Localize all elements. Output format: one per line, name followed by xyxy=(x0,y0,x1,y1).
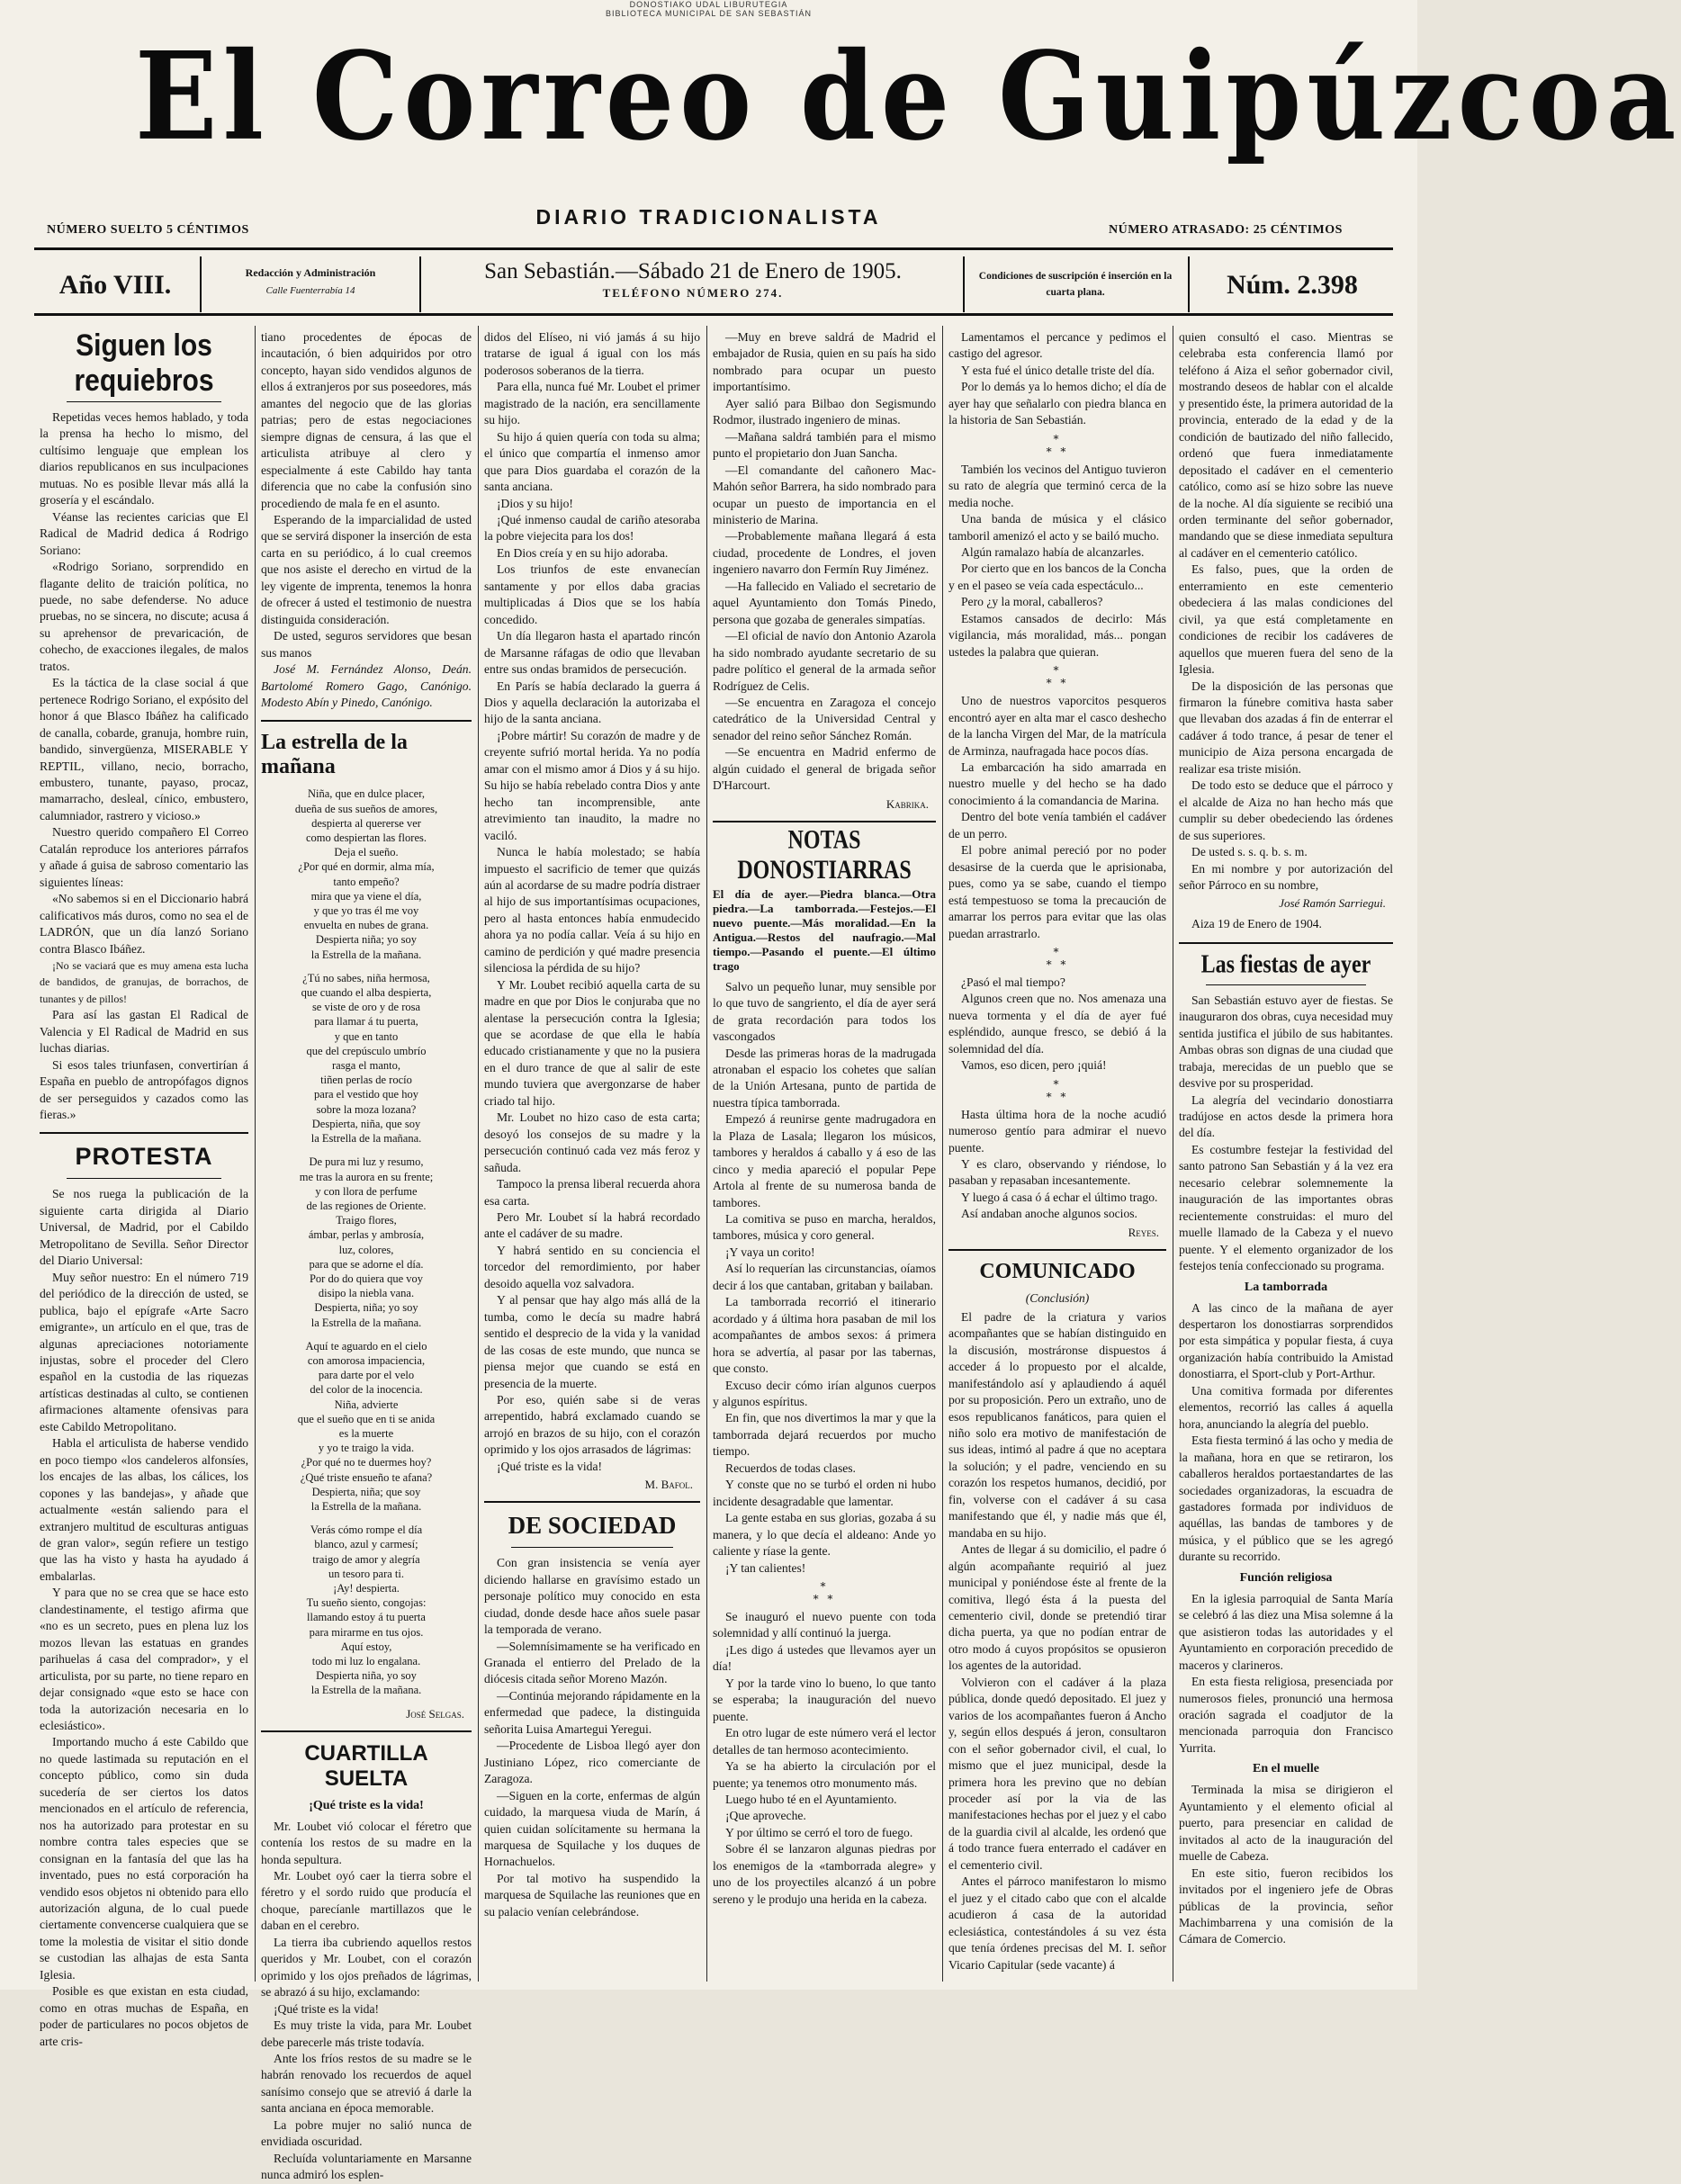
header-rule-top xyxy=(34,247,1393,250)
section-ornament: * * * xyxy=(1046,664,1069,690)
paragraph: Antes de llegar á su domicilio, el padre ó algún acompañante requirió al juez municipal y poniéndose éste al frente de la comitiva, llegó ésta á la puesta del cementerio civil, donde se pretendió tirar dicha puerta, ya que no podían entrar de otro modo á cuyos propósitos se opusieron los agentes de la autoridad. xyxy=(948,1542,1166,1673)
redaccion-label: Redacción y Administración xyxy=(245,266,376,279)
paragraph: Su hijo á quien quería con toda su alma; el único que compartía el inmenso amor que para Dios guardaba el corazón de la santa anciana. xyxy=(484,429,700,494)
paragraph: Posible es que existan en esta ciudad, como en otras muchas de España, en poder de particulares no pocos objetos de arte cris- xyxy=(40,1984,248,2048)
poem-stanza: Niña, que en dulce placer, dueña de sus sueños de amores, despierta al quererse ver como despiertan las flores. Deja el sueño. ¿Por qué en dormir, alma mía, tanto empeño? mira que ya viene el día, y que yo tras él me voy envuelta en nubes de grana. Despierta niña; yo soy la Estrella de la mañana. xyxy=(294,787,438,961)
paragraph: —El oficial de navío don Antonio Azarola ha sido nombrado ayudante secretario de su padre político el general de la armada señor Rodríguez de Celis. xyxy=(713,629,936,693)
paragraph: Por eso, quién sabe si de veras arrepentido, habrá exclamado cuando se arrojó en brazos de su hijo, con el corazón oprimido y los ojos arrasados de lágrimas: xyxy=(484,1393,700,1457)
paragraph: Una comitiva formada por diferentes elementos, recorrió las calles á aquella hora, anunciando la alegría del pueblo. xyxy=(1179,1383,1393,1431)
paragraph: Para así las gastan El Radical de Valencia y El Radical de Madrid en sus luchas diarias. xyxy=(40,1008,248,1056)
paragraph: Por lo demás ya lo hemos dicho; el día de ayer hay que señalarlo con piedra blanca en la historia de San Sebastián. xyxy=(948,380,1166,427)
paragraph: También los vecinos del Antiguo tuvieron su rato de alegría que terminó cerca de la media noche. xyxy=(948,462,1166,509)
paragraph: Es muy triste la vida, para Mr. Loubet debe parecerle más triste todavía. xyxy=(261,2018,472,2049)
paragraph: Ya se ha abierto la circulación por el puente; ya tenemos otro monumento más. xyxy=(713,1759,936,1790)
article-heading: NOTAS DONOSTIARRAS xyxy=(737,824,912,885)
paragraph: En mi nombre y por autorización del señor Párroco en su nombre, xyxy=(1179,861,1393,892)
paragraph: Nunca le había molestado; se había impuesto el sacrificio de temer que quizás aún al acordarse de su madre podría distraer al hijo de sus importantísimas ocupaciones, pero al hasta entonces había enmudecido ahora ya no podía callar. Veía á su hijo en camino de perdición y qué madre presencia silenciosa la pérdida de su hijo? xyxy=(484,845,700,975)
paragraph: Pero ¿y la moral, caballeros? xyxy=(961,595,1103,609)
paragraph: Para ella, nunca fué Mr. Loubet el primer magistrado de la nación, era sencillamente su hijo. xyxy=(484,380,700,427)
issue-number: Núm. 2.398 xyxy=(1227,270,1358,300)
paragraph: Y para que no se crea que se hace esto clandestinamente, el testigo afirma que «no es un secreto, pues en plena luz los mozos llevan las estatuas en grandes parihuelas á casa del comprador», y el articulista, por su parte, no tiene reparo en dejar consignado «que esto se hace con toda la autorización necesaria en lo eclesiástico». xyxy=(40,1586,248,1732)
paragraph: ¡Que aproveche. xyxy=(725,1809,806,1823)
paragraph: ¡Pobre mártir! Su corazón de madre y de creyente sufrió mortal herida. Ya no podía amar con el mismo amor á Dios y á su hijo. Su hijo se había rebelado contra Dios y ante hecho tan incomprensible, ante atrevimiento tan inaudito, la madre no vaciló. xyxy=(484,728,700,842)
rule xyxy=(511,1547,673,1548)
article-subheading: (Conclusión) xyxy=(1025,1290,1090,1305)
telephone: TELÉFONO NÚMERO 274. xyxy=(602,286,784,300)
header-divider xyxy=(200,256,202,312)
paragraph: Es falso, pues, que la orden de enterramiento en este cementerio obedeciera á las malas condiciones del civil, ya que está completamente en condiciones de recibir los cadáveres de aquellos que mueren fuera del seno de la Iglesia. xyxy=(1179,562,1393,677)
paragraph: Tampoco la prensa liberal recuerda ahora esa carta. xyxy=(484,1177,700,1208)
paragraph: ¡Y tan calientes! xyxy=(725,1560,806,1575)
paragraph: Ayer salió para Bilbao don Segismundo Rodmor, ilustrado ingeniero de minas. xyxy=(713,396,936,427)
paragraph: En este sitio, fueron recibidos los invitados por el ingeniero jefe de Obras públicas de la provincia, señor Machimbarrena y una comisión de la Cámara de Comercio. xyxy=(1179,1865,1393,1946)
paragraph: La embarcación ha sido amarrada en nuestro muelle y del hecho se ha dado conocimiento á la comandancia de Marina. xyxy=(948,759,1166,807)
paragraph: ¡Les digo á ustedes que llevamos ayer un día! xyxy=(713,1642,936,1674)
paragraph: Habla el articulista de haberse vendido en poco tiempo «los candeleros alfonsíes, los encajes de las albas, los cálices, los copones y las bandejas», y añade que actualmente «están saliendo para el extranjero multitud de esculturas antiguas de gran valor», según refiere un testigo que las ha visto y hasta ha ayudado á embalarlas. xyxy=(40,1436,248,1583)
paragraph: Véanse las recientes caricias que El Radical de Madrid dedica á Rodrigo Soriano: xyxy=(40,509,248,557)
article-heading: COMUNICADO xyxy=(979,1259,1136,1283)
paragraph: —Se encuentra en Zaragoza el concejo catedrático de la Universidad Central y senador del reino señor Sánchez Román. xyxy=(713,695,936,742)
paragraph: Así andaban anoche algunos socios. xyxy=(961,1207,1137,1221)
poem-stanza: Aquí te aguardo en el cielo con amorosa impaciencia, para darte por el velo del color de la inocencia. Niña, advierte que el sueño que en ti se anida es la muerte y yo te traigo la vida. ¿Por qué no te duermes hoy? ¿Qué triste ensueño te afana? Despierta, niña; que soy la Estrella de la mañana. xyxy=(297,1339,436,1513)
paragraph: Y luego á casa ó á echar el último trago. xyxy=(961,1190,1158,1204)
column-5 xyxy=(948,329,1166,1981)
paragraph: Volvieron con el cadáver á la plaza pública, donde quedó depositado. El juez y varios de los acompañantes fueron á Ancho y, según ellos después á jeron, consultaron con el señor gobernador civil, el cual, lo mismo que el juez municipal, desde la primera hora les previno que no debían proceder así por la via de las manifestaciones hechas por el juez y el cabo de la guardia civil al alcalde, les ordenó que á todo trance fuera enterrado el cadáver en el cementerio civil. xyxy=(948,1675,1166,1872)
paragraph: Estamos cansados de decirlo: Más vigilancia, más moralidad, más... pongan ustedes la palabra que quieran. xyxy=(948,611,1166,659)
issue-date: San Sebastián.—Sábado 21 de Enero de 1905. xyxy=(484,259,902,283)
column-6 xyxy=(1179,329,1393,1981)
rule xyxy=(67,401,221,402)
paragraph: Es costumbre festejar la festividad del santo patrono San Sebastián y á la vez era necesario celebrar solemnemente la inauguración de las importantes obras recientemente construidas: el muro del muelle llamado de la Cabeza y el nuevo puente. Y el elemento organizador de los festejos tenía confeccionado su programa. xyxy=(1179,1142,1393,1273)
paragraph: —Procedente de Lisboa llegó ayer don Justiniano López, rico comerciante de Zaragoza. xyxy=(484,1739,700,1786)
paragraph: Empezó á reunirse gente madrugadora en la Plaza de Lasala; llegaron los músicos, tambores y heraldos á caballo y á eso de las cinco y media apareció el popular Pepe Artola al frente de su numerosa banda de tambores. xyxy=(713,1112,936,1209)
paragraph: Por cierto que en los bancos de la Concha y en el paseo se veía cada espectáculo... xyxy=(948,562,1166,592)
signature-block: José M. Fernández Alonso, Deán. Bartolomé Romero Gago, Canónigo. Modesto Abín y Pinedo, Canónigo. xyxy=(261,662,472,709)
paragraph: De todo esto se deduce que el párroco y el alcalde de Aiza no han hecho más que cumplir su deber obedeciendo las órdenes de sus superiores. xyxy=(1179,778,1393,842)
paragraph: De la disposición de las personas que firmaron la fúnebre comitiva hasta saber que llevaban dos azadas á fin de enterrar el cadáver á todo trance, á pesar de tener el municipio de Aiza persona encargada de realizar esa triste misión. xyxy=(1179,679,1393,776)
column-4 xyxy=(713,329,936,1981)
paragraph: Los triunfos de este envanecían santamente y por ellos daba gracias multiplicadas á Dios que se los había concedido. xyxy=(484,562,700,626)
paragraph: Hasta última hora de la noche acudió numeroso gentío para admirar el nuevo puente. xyxy=(948,1107,1166,1155)
paragraph: Mr. Loubet vió colocar el féretro que contenía los restos de su madre en la honda sepultura. xyxy=(261,1819,472,1866)
paragraph: De usted s. s. q. b. s. m. xyxy=(1191,845,1308,859)
column-rule xyxy=(706,326,707,1982)
paragraph: Por tal motivo ha suspendido la marquesa de Squilache las reuniones que en su palacio venían celebrándose. xyxy=(484,1871,700,1919)
header-rule-bottom xyxy=(34,313,1393,316)
article-summary: El día de ayer.—Piedra blanca.—Otra piedra.—La tamborrada.—Festejos.—El nuevo puente.—Más moralidad.—En la Antigua.—Restos del naufragio.—Mal tiempo.—Pasando el puente.—El último trago xyxy=(713,886,936,973)
author-signature: José Ramón Sarriegui. xyxy=(1279,896,1386,911)
paragraph: Importando mucho á este Cabildo que no quede lastimada su reputación en el concepto público, como sin duda sucedería de ser ciertos los datos mencionados en el artículo de referencia, nos ha autorizado para protestar en su nombre contra tales especies que se consignan en la fantasía del que las ha inventado, pues no está corporación ha vendido esos objetos ni obtenido para ello autorización alguna, de lo cual puede ciertamente convencerse cualquiera que se tome la molestia de visitar el sitio donde se custodian las alhajas de esta Santa Iglesia. xyxy=(40,1735,248,1982)
paragraph: —Solemnísimamente se ha verificado en Granada el entierro del Prelado de la diócesis citada señor Moreno Mazón. xyxy=(484,1639,700,1686)
paragraph: San Sebastián estuvo ayer de fiestas. Se inauguraron dos obras, cuya necesidad muy sentida justifica el júbilo de sus habitantes. Ambas obras son dignas de una ciudad que trabaja, merecidas de un pueblo que se desvive por su prosperidad. xyxy=(1179,993,1393,1091)
paragraph: La tierra iba cubriendo aquellos restos queridos y Mr. Loubet, con el corazón oprimido y los ojos preñados de lágrimas, se abrazó á su hijo, exclamando: xyxy=(261,1935,472,2000)
poem-stanza: ¿Tú no sabes, niña hermosa, que cuando el alba despierta, se viste de oro y de rosa para llamar á tu puerta, y que en tanto que del crepúsculo umbrío rasga el manto, tiñen perlas de rocío para el vestido que hoy sobre la moza lozana? Despierta, niña, que soy la Estrella de la mañana. xyxy=(301,971,432,1146)
paragraph: En fin, que nos divertimos la mar y que la tamborrada dejará recuerdos por mucho tiempo. xyxy=(713,1411,936,1459)
rule xyxy=(484,1501,700,1503)
paragraph: quien consultó el caso. Mientras se celebraba esta conferencia llamó por teléfono á Aiza el señor gobernador civil, mostrando deseos de hablar con el alcalde y presentido éste, la primera autoridad de la provincia, enterado de la edad y de la condición de bautizado del niño fallecido, ordenó que fuera inmediatamente depositado el cadáver en el cementerio católico, como así se hizo sobre las nueve de la noche. Al día siguiente se recibió una orden terminante del señor gobernador, mandando que se diese inmediata sepultura al cadáver en el cementerio católico. xyxy=(1179,330,1393,560)
paragraph: ¡Qué triste es la vida! xyxy=(274,2001,380,2016)
paragraph: Recluída voluntariamente en Marsanne nunca admiró los esplen- xyxy=(261,2151,472,2182)
paragraph: didos del Elíseo, ni vió jamás á su hijo tratarse de igual á igual con los más poderosos soberanos de la tierra. xyxy=(484,330,700,377)
article-heading: La estrella de la mañana xyxy=(261,731,408,779)
paragraph: ¡Dios y su hijo! xyxy=(497,496,573,510)
paragraph: —El comandante del cañonero Mac-Mahón señor Barrera, ha sido nombrado para ocupar un puesto de importancia en el ministerio de Marina. xyxy=(713,463,936,526)
paragraph: Algunos creen que no. Nos amenaza una nueva tormenta y el día de ayer fué espléndido, aunque fresco, se debió á la solemnidad del día. xyxy=(948,992,1166,1056)
paragraph: La pobre mujer no salió nunca de envidiada oscuridad. xyxy=(261,2117,472,2149)
section-ornament: * * * xyxy=(1046,432,1069,458)
author-signature: Reyes. xyxy=(1128,1225,1159,1239)
paragraph: «No sabemos si en el Diccionario habrá calificativos más duros, como no sea el de LADRÓN, que un día lanzó Soriano contra Blasco Ibáñez. xyxy=(40,892,248,956)
paragraph: Y por la tarde vino lo bueno, lo que tanto se esperaba; la inauguración del nuevo puente. xyxy=(713,1676,936,1723)
paragraph: Se inauguró el nuevo puente con toda solemnidad y allí continuó la juerga. xyxy=(713,1610,936,1640)
paragraph: Repetidas veces hemos hablado, y toda la prensa ha hecho lo mismo, del cultísimo lenguaje que emplean los diarios republicanos en sus inculpaciones mutuas. No es posible llevar más allá la grosería y el escándalo. xyxy=(40,410,248,508)
author-signature: M. Bafol. xyxy=(644,1478,693,1492)
paragraph: tiano procedentes de épocas de incautación, ó bien adquiridos por otro concepto, hayan sido vendidos algunos de ellos á extranjeros por sus poseedores, más amantes del negocio que de las glorias patrias; pero de estas negociaciones siempre dignas de censura, á las que el articulista atribuye al clero y especialmente á este Cabildo hay tanta diferencia que no cabe la confusión sino procediendo de mala fe en el asunto. xyxy=(261,330,472,510)
paragraph: De usted, seguros servidores que besan sus manos xyxy=(261,629,472,660)
year-box: Año VIII. xyxy=(58,270,172,300)
section-subheading: En el muelle xyxy=(1253,1762,1319,1776)
paragraph: Pero Mr. Loubet sí la habrá recordado ante el cadáver de su madre. xyxy=(484,1210,700,1241)
paragraph: En Dios creía y en su hijo adoraba. xyxy=(497,545,669,560)
paragraph: Desde las primeras horas de la madrugada atronaban el espacio los cohetes que salían de la Unión Artesana, punto de partida de nuestra típica tamborrada. xyxy=(713,1046,936,1110)
paragraph: Uno de nuestros vaporcitos pesqueros encontró ayer en alta mar el casco deshecho de la lancha Virgen del Mar, de la matrícula de Arminza, naufragada hace pocos días. xyxy=(948,694,1166,758)
poem-stanza: De pura mi luz y resumo, me tras la aurora en su frente; y con llora de perfume de las regiones de Oriente. Traigo flores, ámbar, perlas y ambrosía, luz, colores, para que se adorne el día. Por do do quiera que voy disipo la niebla vana. Despierta, niña; yo soy la Estrella de la mañana. xyxy=(299,1155,434,1329)
paragraph: —Probablemente mañana llegará á esta ciudad, procedente de Londres, el joven ingeniero navarro don Fermín Ruy Jiménez. xyxy=(713,529,936,577)
author-signature: Kabrika. xyxy=(885,796,929,811)
column-rule xyxy=(478,326,479,1982)
rule xyxy=(1179,942,1393,944)
paragraph: Salvo un pequeño lunar, muy sensible por lo que tuvo de sangriento, el día de ayer será de grata recordación para todos los vascongados xyxy=(713,979,936,1044)
paragraph: Vamos, eso dicen, pero ¡quiá! xyxy=(961,1058,1107,1073)
article-heading: Las fiestas de ayer xyxy=(1200,950,1371,979)
redaccion-block xyxy=(207,266,414,296)
paragraph: —Se encuentra en Madrid enfermo de algún cuidado el general de brigada señor D'Harcourt. xyxy=(713,745,936,793)
paragraph: La comitiva se puso en marcha, heraldos, tambores, música y coro general. xyxy=(713,1212,936,1243)
author-signature: José Selgas. xyxy=(406,1706,464,1721)
section-ornament: * * * xyxy=(1046,945,1069,971)
paragraph: Nuestro querido compañero El Correo Catalán reproduce los anteriores párrafos y añade á guisa de sabroso comentario las siguientes líneas: xyxy=(40,825,248,889)
paragraph: Muy señor nuestro: En el número 719 del periódico de la dirección de usted, se publica, bajo el epígrafe «Arte Sacro emigrante», un artículo en el que, tras de algunas apreciaciones notoriamente injustas, sobre el proceder del Clero español en la custodia de las riquezas artísticas destinadas al culto, se contienen afirmaciones altamente ofensivas para este Cabildo Metropolitano. xyxy=(40,1270,248,1434)
rule xyxy=(261,1730,472,1732)
price-left: NÚMERO SUELTO 5 CÉNTIMOS xyxy=(47,223,249,237)
paragraph: Luego hubo té en el Ayuntamiento. xyxy=(725,1792,897,1806)
paragraph: ¿Pasó el mal tiempo? xyxy=(961,975,1065,989)
header-divider xyxy=(963,256,965,312)
paragraph: Mr. Loubet no hizo caso de esta carta; desoyó los consejos de su madre y la persecución continuó cada vez más feroz y sañuda. xyxy=(484,1110,700,1174)
subscription-conditions: Condiciones de suscripción é inserción en la cuarta plana. xyxy=(978,271,1173,298)
rule xyxy=(1206,984,1366,985)
column-1 xyxy=(40,328,248,2048)
letter-dateline: Aiza 19 de Enero de 1904. xyxy=(1191,917,1322,931)
paragraph: Lamentamos el percance y pedimos el castigo del agresor. xyxy=(948,330,1166,361)
paragraph: Algún ramalazo había de alcanzarles. xyxy=(961,544,1145,559)
paragraph: Y Mr. Loubet recibió aquella carta de su madre en que por Dios le conjuraba que no alentase la persecución contra la Iglesia; que se acordase de que ella le había educado cristianamente y que no la pusiera en el duro trance de que al salir de este mundo tuviera que avergonzarse de haber criado tal hijo. xyxy=(484,977,700,1108)
paragraph: «Rodrigo Soriano, sorprendido en flagante delito de traición política, no puede, no sabe defenderse. No aduce pruebas, no se sincera, no discute; acusa á su aprehensor de prevaricación, de cohecho, de exacciones ilegales, de malos tratos. xyxy=(40,560,248,673)
paragraph: —Ha fallecido en Valiado el secretario de aquel Ayuntamiento don Tomás Pinedo, persona que gozaba de generales simpatías. xyxy=(713,579,936,626)
paragraph: Se nos ruega la publicación de la siguiente carta dirigida al Diario Universal, de Madrid, por el Cabildo Metropolitano de Sevilla. Señor Director del Diario Universal: xyxy=(40,1187,248,1268)
library-stamp: DONOSTIAKO UDAL LIBURUTEGIA BIBLIOTECA MUNICIPAL DE SAN SEBASTIÁN xyxy=(605,0,813,18)
paragraph: Esta fiesta terminó á las ocho y media de la mañana, hora en que se retiraron, los caballeros heraldos portaestandartes de las sociedades organizadoras, la escuadra de gastadores formada por individuos de aquéllas, las bandas de tambores y de música, y el público que se les agregó durante su recorrido. xyxy=(1179,1434,1393,1564)
paragraph: ¡Y vaya un corito! xyxy=(725,1245,815,1259)
poem-stanza: Verás cómo rompe el día blanco, azul y carmesí; traigo de amor y alegría un tesoro para ti. ¡Ay! despierta. Tu sueño siento, congojas: llamando estoy á tu puerta para mirarme en tus ojos. Aquí estoy, todo mi luz lo engalana. Despierta niña, yo soy la Estrella de la mañana. xyxy=(306,1523,427,1697)
column-3 xyxy=(484,329,700,1981)
rule xyxy=(713,821,936,822)
rule xyxy=(67,1178,221,1179)
paragraph: —Continúa mejorando rápidamente en la enfermedad que padece, la distinguida señorita Luisa Amartegui Yeregui. xyxy=(484,1688,700,1736)
paragraph: Excuso decir cómo irían algunos cuerpos y algunos espíritus. xyxy=(713,1378,936,1409)
paragraph: Y habrá sentido en su conciencia el torcedor del remordimiento, por haber desoido aquella voz salvadora. xyxy=(484,1243,700,1290)
masthead-subtitle: DIARIO TRADICIONALISTA xyxy=(535,205,882,229)
section-ornament: * * * xyxy=(1046,1077,1069,1103)
paragraph: La gente estaba en sus glorias, gozaba á su manera, y lo que decía el aldeano: Ande yo caliente y ríase la gente. xyxy=(713,1511,936,1559)
paragraph: En París se había declarado la guerra á Dios y aquella declaración la autorizaba el hijo de la santa anciana. xyxy=(484,679,700,726)
price-right: NÚMERO ATRASADO: 25 CÉNTIMOS xyxy=(1109,223,1343,237)
paragraph: Con gran insistencia se venía ayer diciendo hallarse en gravísimo estado un personaje político muy conocido en esta ciudad, donde desde hace años suele pasar la temporada de verano. xyxy=(484,1556,700,1637)
header-divider xyxy=(419,256,421,312)
paragraph: —Siguen en la corte, enfermas de algún cuidado, la marquesa viuda de Marín, á quien cuidan solícitamente su hermana la marquesa de Squilache y los duques de Hornachuelos. xyxy=(484,1788,700,1869)
paragraph: En esta fiesta religiosa, presenciada por numerosos fieles, pronunció una hermosa oración sagrada el coadjutor de la mencionada parroquia don Francisco Yurrita. xyxy=(1179,1675,1393,1755)
redaccion-address: Calle Fuenterrabía 14 xyxy=(265,285,355,296)
paragraph: Y por último se cerró el toro de fuego. xyxy=(725,1825,913,1839)
column-2 xyxy=(261,329,472,2182)
paragraph: Un día llegaron hasta el apartado rincón de Marsanne ráfagas de odio que llevaban entre sus ondas bramidos de persecución. xyxy=(484,629,700,677)
paragraph: Y al pensar que hay algo más allá de la tumba, como le decía su madre habrá sentido el desprecio de la vida y la vanidad de las cosas de este mundo, que nunca se piensa mejor que cuando se está en presencia de la muerte. xyxy=(484,1293,700,1390)
paragraph: La tamborrada recorrió el itinerario acordado y á última hora pasaban de mil los acompañantes de ambos sexos: á primera hora se advertía, al pasar por las tabernas, que consto. xyxy=(713,1295,936,1376)
rule xyxy=(948,1249,1166,1251)
paragraph: Y esta fué el único detalle triste del día. xyxy=(961,363,1155,377)
paragraph: Dentro del bote venía también el cadáver de un perro. xyxy=(948,810,1166,840)
paragraph: Mr. Loubet oyó caer la tierra sobre el féretro y el sordo ruido que producía el choque, parecíanle martillazos que le daban en el cerebro. xyxy=(261,1868,472,1933)
article-heading: CUARTILLA SUELTA xyxy=(304,1740,428,1791)
masthead-title: El Correo de Guipúzcoa xyxy=(135,25,1681,168)
paragraph: —Mañana saldrá también para el mismo punto el propietario don Juan Sancha. xyxy=(713,429,936,461)
rule xyxy=(261,720,472,722)
paragraph: Así lo requerían las circunstancias, oíamos decir á los que cantaban, gritaban y bailaban. xyxy=(713,1262,936,1292)
paragraph: En la iglesia parroquial de Santa María se celebró á las diez una Misa solemne á la que asistieron todas las autoridades y el Ayuntamiento en corporación precedido de maceros y clarineros. xyxy=(1179,1591,1393,1672)
header-divider xyxy=(1188,256,1190,312)
article-heading: PROTESTA xyxy=(75,1143,213,1171)
paragraph: Recuerdos de todas clases. xyxy=(725,1460,856,1475)
article-heading: DE SOCIEDAD xyxy=(508,1512,677,1540)
section-subheading: Función religiosa xyxy=(1239,1570,1333,1585)
paragraph: ¡Qué inmenso caudal de cariño atesoraba la pobre viejecita para los dos! xyxy=(484,512,700,544)
paragraph: El pobre animal pereció por no poder desasirse de la cuerda que le aprisionaba, pues, como ya se sabe, cuando el tiempo está tempestuoso se toma la precaución de amarrar los perros para evitar que las olas puedan arrastrarlo. xyxy=(948,843,1166,940)
paragraph: A las cinco de la mañana de ayer despertaron los donostiarras sorprendidos por esta simpática y popular fiesta, á cuya organización había contribuido la Amistad donostiarra, el Sport-club y Port-Arthur. xyxy=(1179,1300,1393,1381)
column-rule xyxy=(942,326,943,1982)
paragraph: La alegría del vecindario donostiarra tradújose en actos desde la primera hora del día. xyxy=(1179,1092,1393,1140)
section-ornament: * * * xyxy=(813,1580,836,1605)
paragraph: ¡Qué triste es la vida! xyxy=(497,1459,603,1473)
article-subheading: ¡Qué triste es la vida! xyxy=(309,1798,424,1812)
dateline xyxy=(423,259,963,301)
paragraph: Una banda de música y el clásico tamboril amenizó el acto y se bailó mucho. xyxy=(948,512,1166,543)
rule xyxy=(40,1132,248,1134)
paragraph: Antes el párroco manifestaron lo mismo el juez y el citado cabo que con el alcalde acudieron á casa de la autoridad eclesiástica, contestándoles á su vez ésta que tenía órdenes precisas del M. I. señor Vicario Capitular (sede vacante) á xyxy=(948,1874,1166,1972)
paragraph: Ante los fríos restos de su madre se le habrán renovado los recuerdos de aquel sanísimo consejo que se atrevió á darle la santa anciana en época memorable. xyxy=(261,2051,472,2116)
paragraph: En otro lugar de este número verá el lector detalles de tan hermoso acontecimiento. xyxy=(713,1726,936,1757)
column-rule xyxy=(255,326,256,1982)
paragraph: Terminada la misa se dirigieron el Ayuntamiento y el elemento oficial al puerto, para presenciar en calidad de invitados al acto de la inauguración del muelle de Cabeza. xyxy=(1179,1783,1393,1864)
paragraph: Y conste que no se turbó el orden ni hubo incidente desagradable que lamentar. xyxy=(713,1478,936,1508)
paragraph: Si esos tales triunfasen, convertirían á España en pueblo de antropófagos dignos de ser perseguidos y cazados como las fieras.» xyxy=(40,1057,248,1122)
article-heading: Siguen los requiebros xyxy=(74,328,214,398)
paragraph: —Muy en breve saldrá de Madrid el embajador de Rusia, quien en su país ha sido nombrado para ocupar un puesto importantísimo. xyxy=(713,330,936,394)
paragraph: Es la táctica de la clase social á que pertenece Rodrigo Soriano, el expósito del honor á que Blasco Ibáñez ha calificado de canalla, cobarde, granuja, hombre ruin, bandido, sinvergüenza, MISERABLE Y REPTIL, villano, necio, borracho, embustero, tunante, payaso, procaz, mamarracho, desleal, cínico, embustero, calumniador, rastrero y vicioso.» xyxy=(40,676,248,822)
paragraph: Sobre él se lanzaron algunas piedras por los enemigos de la «tamborrada alegre» y uno de los proyectiles alcanzó á un pobre sereno y le produjo una herida en la cabeza. xyxy=(713,1842,936,1906)
paragraph: Y es claro, observando y riéndose, lo pasaban y repasaban incesantemente. xyxy=(948,1157,1166,1188)
paragraph: El padre de la criatura y varios acompañantes que se habían distinguido en la discusión, mostráronse dispuestos á acceder á lo propuesto por el alcalde, manifestándolo así y aplaudiendo á aquél por su proposición. Pero un extraño, uno de esos republicanos fanáticos, para quien el niño solo era motivo de manifestación de sus ideas, intimó al padre á que no aceptara la solución; y el padre, venciendo en su corazón los respetos humanos, decidió, por fin, volverse con el cadáver á su casa manifestando que él, y nadie más que él, mandaba en su hijo. xyxy=(948,1309,1166,1540)
paragraph: ¡No se vaciará que es muy amena esta lucha de bandidos, de granujas, de borrachos, de tunantes y de pillos! xyxy=(40,958,248,1005)
section-subheading: La tamborrada xyxy=(1244,1280,1328,1294)
paragraph: Esperando de la imparcialidad de usted que se servirá disponer la inserción de esta carta en su periódico, á lo cual creemos que nos asiste el derecho en virtud de la ley vigente de imprenta, tenemos la honra de ofrecer á usted el testimonio de nuestra distinguida consideración. xyxy=(261,512,472,626)
